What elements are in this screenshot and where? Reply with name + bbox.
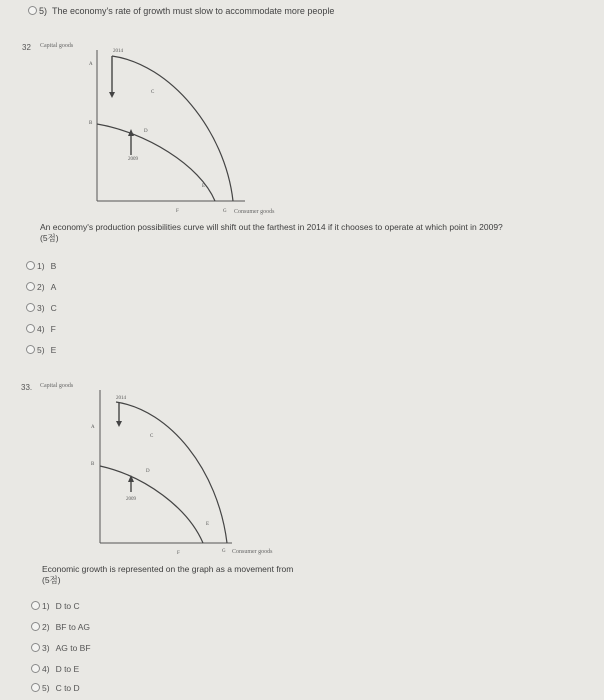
- option-number: 5): [37, 345, 45, 355]
- point-d: D: [146, 469, 150, 474]
- question-number: 33.: [21, 383, 33, 392]
- curve-label-2014: 2014: [113, 49, 123, 54]
- point-a: A: [89, 62, 93, 67]
- points-label: (5점): [40, 233, 59, 243]
- option-4[interactable]: [31, 664, 79, 674]
- option-label: E: [50, 345, 57, 355]
- curve-2009: [100, 466, 203, 543]
- curve-label-2009: 2009: [128, 157, 138, 162]
- radio-button[interactable]: [31, 643, 40, 652]
- point-e: E: [202, 184, 206, 189]
- point-b: B: [91, 462, 95, 467]
- option-number: 3): [37, 303, 45, 313]
- option-text: The economy's rate of growth must slow to accommodate more people: [52, 6, 335, 16]
- radio-button[interactable]: [31, 683, 40, 692]
- point-e: E: [206, 522, 210, 527]
- point-b: B: [89, 121, 93, 126]
- option-number: 5): [42, 683, 50, 693]
- radio-button[interactable]: [31, 601, 40, 610]
- point-a: A: [91, 425, 95, 430]
- curve-label-2014: 2014: [116, 396, 126, 401]
- option-number: 4): [37, 324, 45, 334]
- option-label: A: [50, 282, 57, 292]
- option-1[interactable]: [31, 601, 80, 611]
- option-label: B: [50, 261, 57, 271]
- y-axis-title: Capital goods: [40, 383, 74, 389]
- option-number: 1): [42, 601, 50, 611]
- point-f: F: [177, 551, 180, 556]
- option-number: 2): [42, 622, 50, 632]
- radio-button[interactable]: [31, 664, 40, 673]
- x-axis-title: Consumer goods: [234, 209, 275, 215]
- option-number: 1): [37, 261, 45, 271]
- points-label: (5점): [42, 575, 61, 585]
- option-number: 3): [42, 643, 50, 653]
- point-c: C: [151, 90, 155, 95]
- option-label: AG to BF: [55, 643, 91, 653]
- option-number: 5): [39, 6, 48, 16]
- option-number: 2): [37, 282, 45, 292]
- option-5[interactable]: [31, 683, 80, 693]
- option-label: BF to AG: [55, 622, 91, 632]
- radio-button[interactable]: [31, 622, 40, 631]
- option-label: F: [50, 324, 56, 334]
- option-label: D to E: [55, 664, 80, 674]
- option-label: D to C: [55, 601, 80, 611]
- point-g: G: [222, 549, 226, 554]
- question-text: Economic growth is represented on the graph as a movement from (5점): [42, 564, 294, 585]
- option-number: 4): [42, 664, 50, 674]
- curve-label-2009: 2009: [126, 497, 136, 502]
- option-2[interactable]: [31, 622, 90, 632]
- question-text: An economy's production possibilities curve will shift out the farthest in 2014 if it chooses to operate at which point in 2009? (5점): [40, 222, 503, 243]
- x-axis-title: Consumer goods: [232, 549, 273, 555]
- point-f: F: [176, 209, 179, 214]
- option-3[interactable]: [31, 643, 91, 653]
- y-axis-title: Capital goods: [40, 43, 74, 49]
- question-number: 32: [22, 43, 31, 52]
- curve-2014: [116, 402, 227, 543]
- point-g: G: [223, 209, 227, 214]
- option-label: C to D: [55, 683, 80, 693]
- point-d: D: [144, 129, 148, 134]
- point-c: C: [150, 434, 154, 439]
- option-label: C: [50, 303, 57, 313]
